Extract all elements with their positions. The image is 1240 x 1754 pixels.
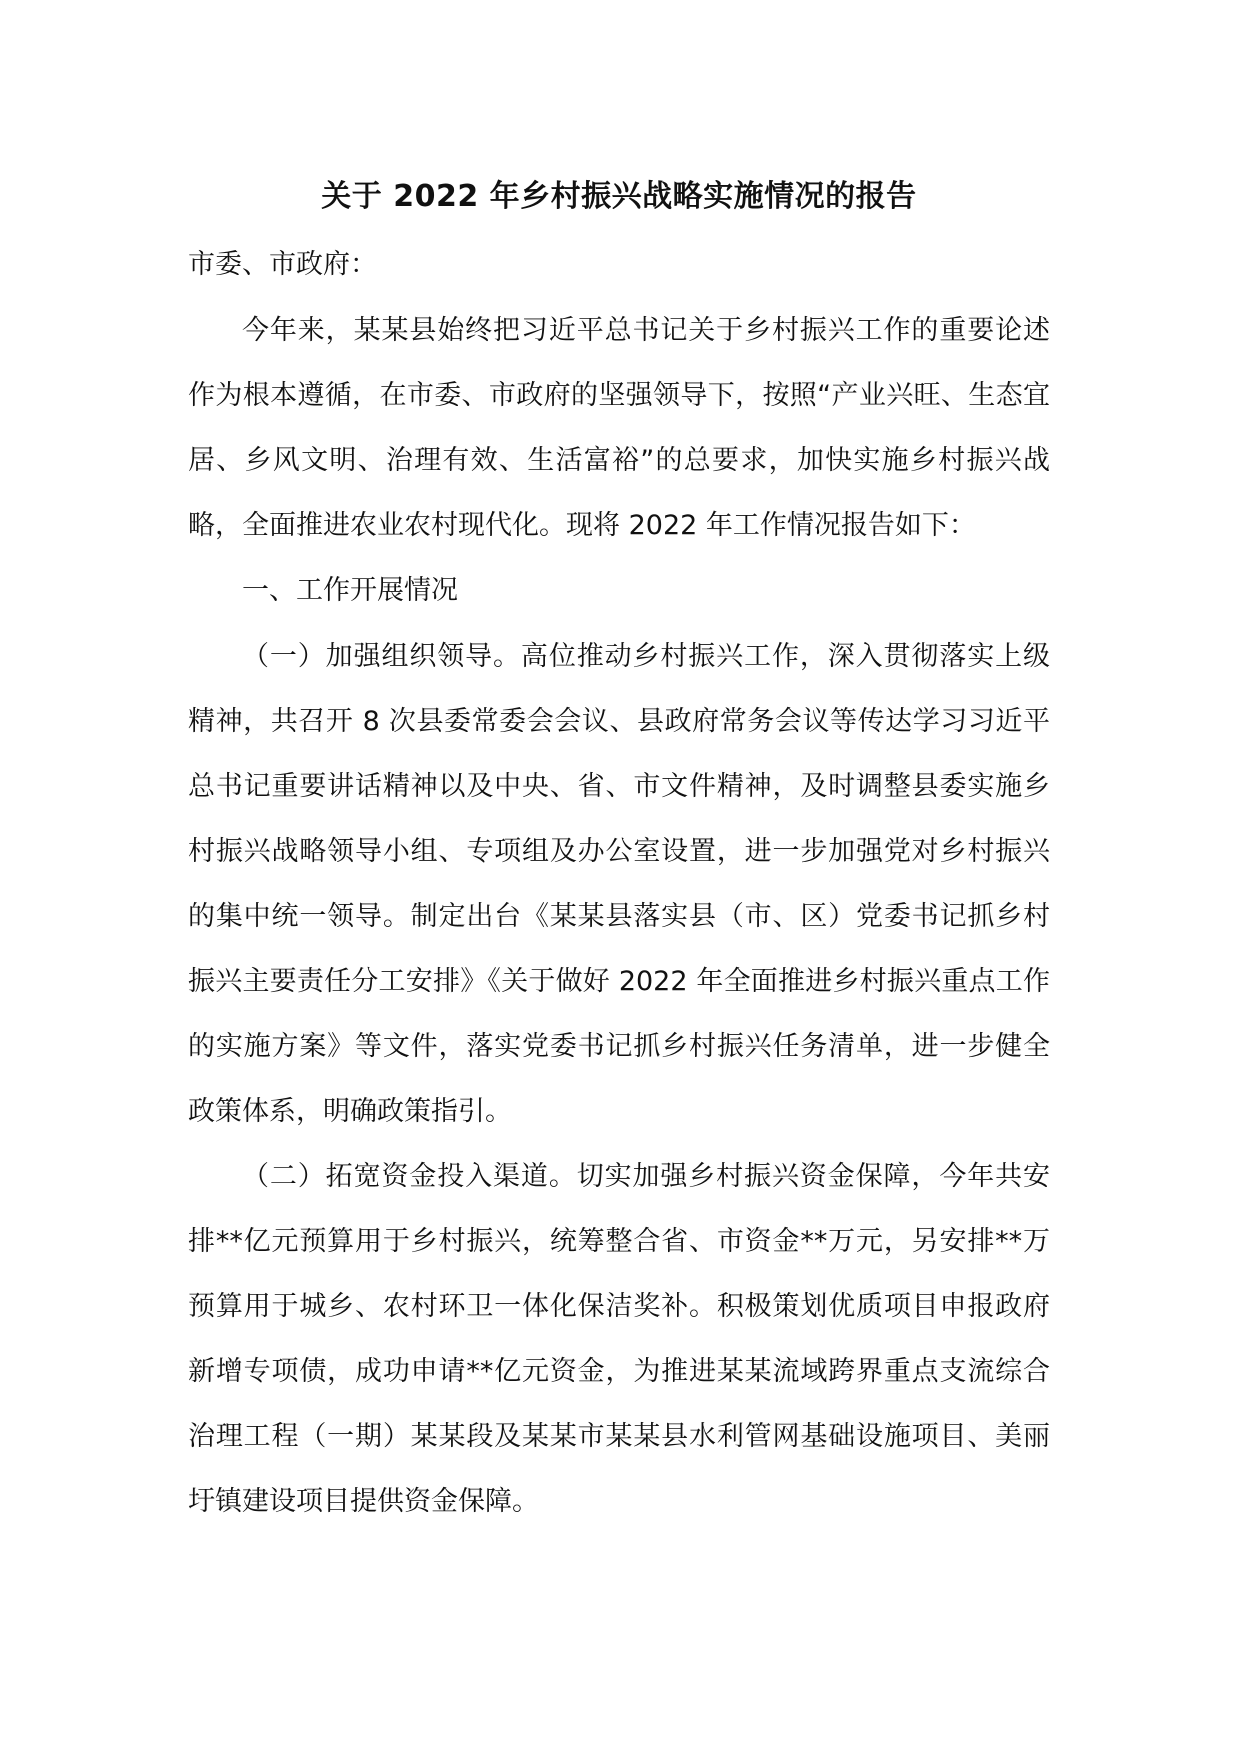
subsection-paragraph-2: （二）拓宽资金投入渠道。切实加强乡村振兴资金保障，今年共安排**亿元预算用于乡村振兴，统筹整合省、市资金**万元，另安排**万预算用于城乡、农村环卫一体化保洁奖补。积极策划优质项目申报政府新增专项债，成功申请**亿元资金，为推进某某流域跨界重点支流综合治理工程（一期）某某段及某某市某某县水利管网基础设施项目、美丽圩镇建设项目提供资金保障。	[188, 1161, 1050, 1517]
document-title: 关于 2022 年乡村振兴战略实施情况的报告	[321, 179, 917, 214]
subsection-paragraph-1: （一）加强组织领导。高位推动乡村振兴工作，深入贯彻落实上级精神，共召开 8 次县委常委会会议、县政府常务会议等传达学习习近平总书记重要讲话精神以及中央、省、市文件精神，及时调整县委实施乡村振兴战略领导小组、专项组及办公室设置，进一步加强党对乡村振兴的集中统一领导。制定出台《某某县落实县（市、区）党委书记抓乡村振兴主要责任分工安排》《关于做好 2022 年全面推进乡村振兴重点工作的实施方案》等文件，落实党委书记抓乡村振兴任务清单，进一步健全政策体系，明确政策指引。	[188, 641, 1050, 1127]
salutation: 市委、市政府：	[188, 249, 377, 280]
section-heading: 一、工作开展情况	[242, 575, 458, 606]
intro-paragraph: 今年来，某某县始终把习近平总书记关于乡村振兴工作的重要论述作为根本遵循，在市委、市政府的坚强领导下，按照“产业兴旺、生态宜居、乡风文明、治理有效、生活富裕”的总要求，加快实施乡村振兴战略，全面推进农业农村现代化。现将 2022 年工作情况报告如下：	[188, 315, 1050, 541]
document-body	[188, 170, 1050, 1534]
